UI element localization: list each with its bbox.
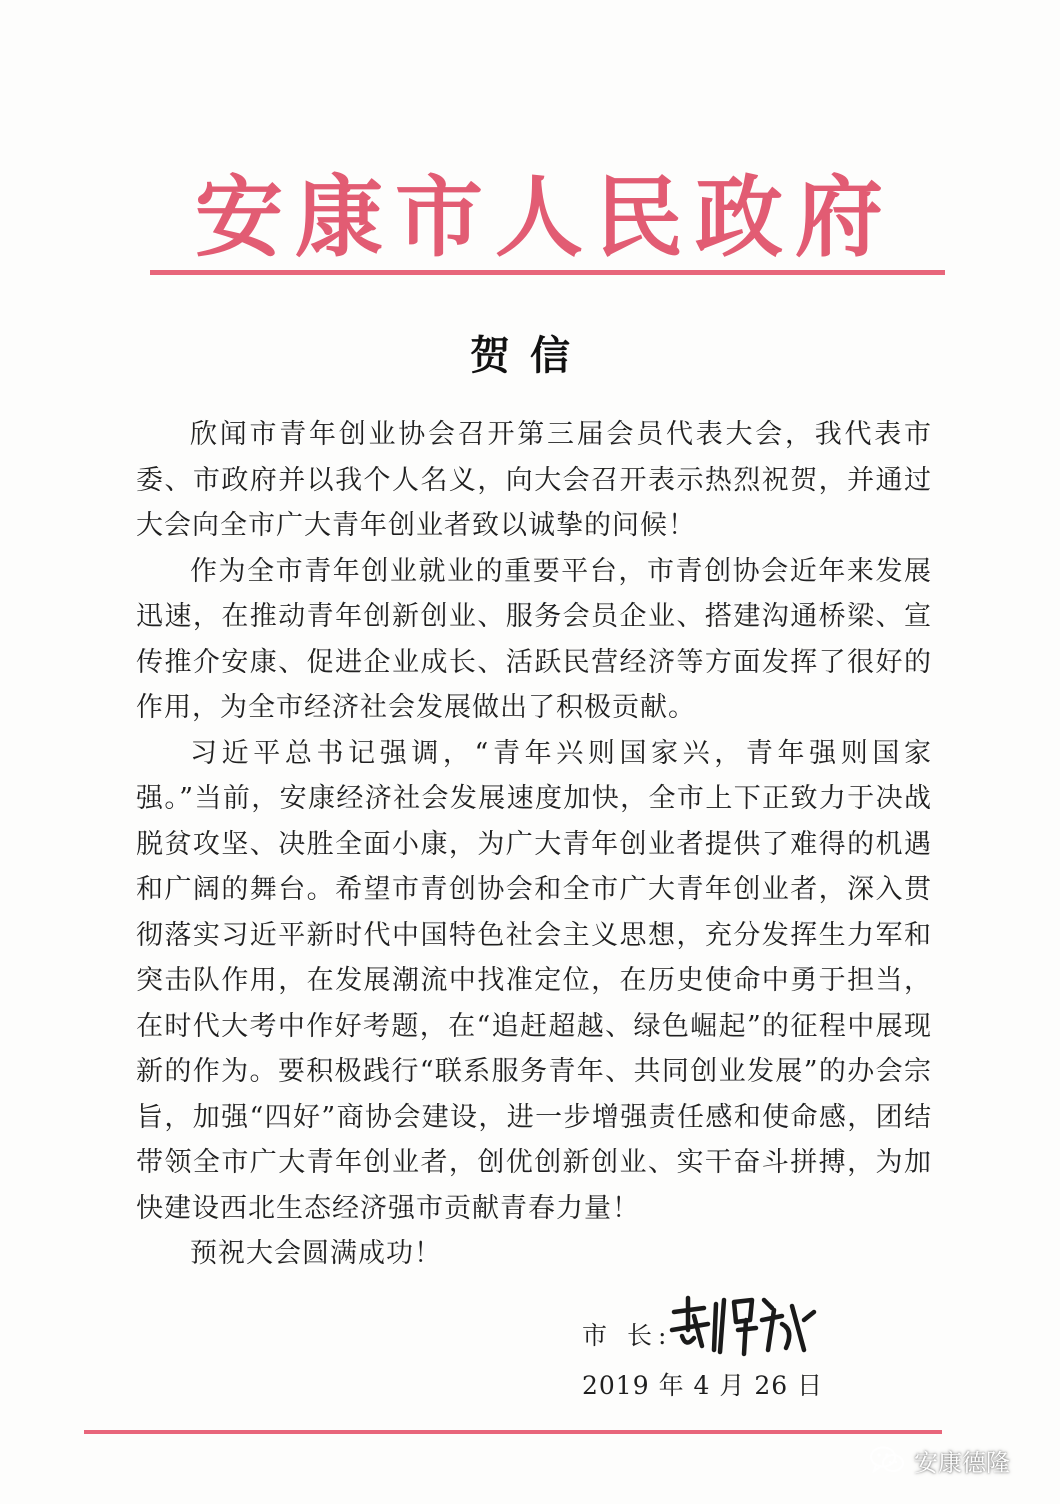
wechat-icon: [868, 1444, 906, 1476]
body-paragraph: 预祝大会圆满成功！: [190, 1238, 442, 1269]
body-paragraph: 作为全市青年创业就业的重要平台，市青创协会近年来发展迅速，在推动青年创新创业、服务会员企业、搭建沟通桥梁、宣传推介安康、促进企业成长、活跃民营经济等方面发挥了很好的作用，为全市经济社会发展做出了积极贡献。: [136, 555, 932, 723]
letterhead-red-rule: [150, 270, 945, 275]
letter-body: [136, 412, 932, 1277]
watermark: [868, 1443, 1010, 1477]
signoff-block: [580, 1290, 880, 1410]
signoff-title: 市 长:: [582, 1321, 673, 1350]
letterhead-org-name: 安康市人民政府: [194, 166, 895, 269]
document-title: 贺信: [470, 333, 590, 379]
watermark-text: 安康德隆: [914, 1448, 1010, 1477]
footer-red-rule: [84, 1430, 942, 1434]
signoff-date: 2019 年 4 月 26 日: [582, 1371, 824, 1400]
handwritten-signature: [664, 1290, 824, 1360]
body-paragraph: 欣闻市青年创业协会召开第三届会员代表大会，我代表市委、市政府并以我个人名义，向大会召开表示热烈祝贺，并通过大会向全市广大青年创业者致以诚挚的问候！: [136, 419, 932, 541]
body-paragraph: 习近平总书记强调，“青年兴则国家兴，青年强则国家强。”当前，安康经济社会发展速度加快，全市上下正致力于决战脱贫攻坚、决胜全面小康，为广大青年创业者提供了难得的机遇和广阔的舞台。希望市青创协会和全市广大青年创业者，深入贯彻落实习近平新时代中国特色社会主义思想，充分发挥生力军和突击队作用，在发展潮流中找准定位，在历史使命中勇于担当，在时代大考中作好考题，在“追赶超越、绿色崛起”的征程中展现新的作为。要积极践行“联系服务青年、共同创业发展”的办会宗旨，加强“四好”商协会建设，进一步增强责任感和使命感，团结带领全市广大青年创业者，创优创新创业、实干奋斗拼搏，为加快建设西北生态经济强市贡献青春力量！: [136, 737, 932, 1224]
